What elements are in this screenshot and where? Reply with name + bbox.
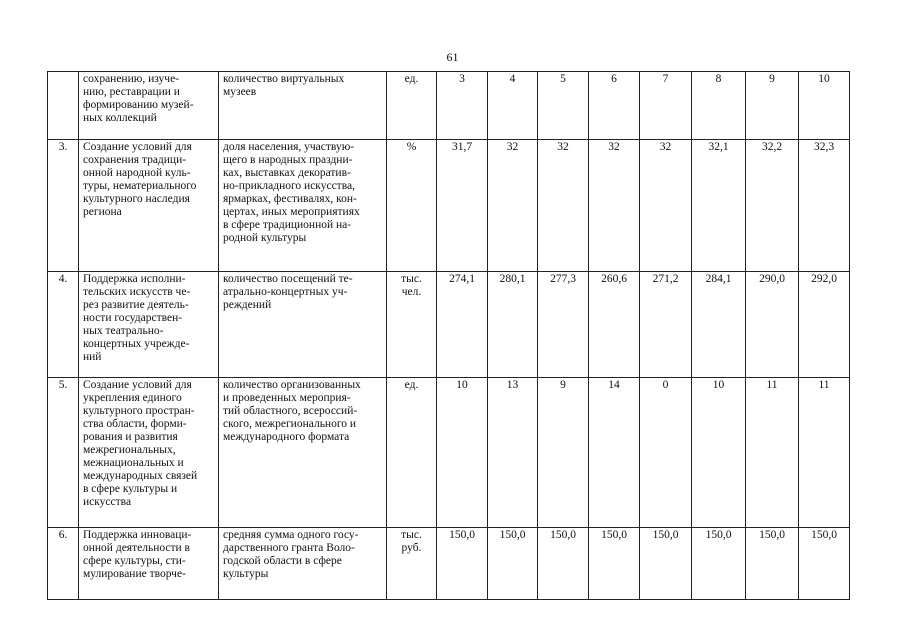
task-cell: Создание условий для укрепления единого культурного простран- ства области, форми- рования и развития межрегиональных, межнациональных и международных связей в сфере культуры и искусства	[79, 378, 219, 528]
unit-cell: тыс. руб.	[387, 528, 437, 600]
value-cell: 150,0	[799, 528, 850, 600]
value-cell: 32	[538, 140, 589, 272]
page-number: 61	[446, 50, 459, 64]
value-cell: 150,0	[538, 528, 589, 600]
table-row	[48, 272, 850, 378]
indicator-cell: средняя сумма одного госу- дарственного гранта Воло- годской области в сфере культуры	[219, 528, 387, 600]
value-cell: 292,0	[799, 272, 850, 378]
value-cell: 32	[488, 140, 538, 272]
task-cell: сохранению, изуче- нию, реставрации и формированию музей- ных коллекций	[79, 72, 219, 140]
task-cell: Поддержка инноваци- онной деятельности в сфере культуры, сти- мулирование творче-	[79, 528, 219, 600]
value-cell: 32,1	[692, 140, 746, 272]
row-number-cell	[48, 72, 79, 140]
value-cell: 10	[437, 378, 488, 528]
row-number-cell: 5.	[48, 378, 79, 528]
table-row	[48, 378, 850, 528]
value-cell: 8	[692, 72, 746, 140]
task-cell: Создание условий для сохранения традици- онной народной куль- туры, нематериального культурного наследия региона	[79, 140, 219, 272]
value-cell: 10	[692, 378, 746, 528]
value-cell: 150,0	[437, 528, 488, 600]
row-number-cell: 6.	[48, 528, 79, 600]
value-cell: 11	[799, 378, 850, 528]
task-cell: Поддержка исполни- тельских искусств че- рез развитие деятель- ности государствен- ных театрально- концертных учрежде- ний	[79, 272, 219, 378]
value-cell: 32	[589, 140, 640, 272]
value-cell: 10	[799, 72, 850, 140]
table-row	[48, 528, 850, 600]
value-cell: 0	[640, 378, 692, 528]
indicator-cell: количество виртуальных музеев	[219, 72, 387, 140]
value-cell: 32	[640, 140, 692, 272]
indicators-table	[47, 71, 850, 600]
value-cell: 150,0	[589, 528, 640, 600]
value-cell: 14	[589, 378, 640, 528]
value-cell: 9	[538, 378, 589, 528]
table-row	[48, 140, 850, 272]
value-cell: 31,7	[437, 140, 488, 272]
value-cell: 150,0	[746, 528, 799, 600]
value-cell: 284,1	[692, 272, 746, 378]
value-cell: 9	[746, 72, 799, 140]
unit-cell: ед.	[387, 72, 437, 140]
value-cell: 7	[640, 72, 692, 140]
value-cell: 150,0	[488, 528, 538, 600]
value-cell: 3	[437, 72, 488, 140]
indicator-cell: количество посещений те- атрально-концертных уч- реждений	[219, 272, 387, 378]
row-number-cell: 3.	[48, 140, 79, 272]
value-cell: 13	[488, 378, 538, 528]
indicator-cell: доля населения, участвую- щего в народных праздни- ках, выставках декоратив- но-прикладного искусства, ярмарках, фестивалях, кон- цертах, иных мероприятиях в сфере традиционной на- родной культуры	[219, 140, 387, 272]
row-number-cell: 4.	[48, 272, 79, 378]
unit-cell: ед.	[387, 378, 437, 528]
value-cell: 5	[538, 72, 589, 140]
value-cell: 271,2	[640, 272, 692, 378]
value-cell: 150,0	[692, 528, 746, 600]
value-cell: 274,1	[437, 272, 488, 378]
unit-cell: тыс. чел.	[387, 272, 437, 378]
value-cell: 290,0	[746, 272, 799, 378]
value-cell: 11	[746, 378, 799, 528]
indicator-cell: количество организованных и проведенных мероприя- тий областного, всероссий- ского, межрегионального и международного формата	[219, 378, 387, 528]
unit-cell: %	[387, 140, 437, 272]
value-cell: 277,3	[538, 272, 589, 378]
value-cell: 32,3	[799, 140, 850, 272]
value-cell: 4	[488, 72, 538, 140]
value-cell: 280,1	[488, 272, 538, 378]
value-cell: 6	[589, 72, 640, 140]
value-cell: 32,2	[746, 140, 799, 272]
value-cell: 260,6	[589, 272, 640, 378]
value-cell: 150,0	[640, 528, 692, 600]
table-row	[48, 72, 850, 140]
